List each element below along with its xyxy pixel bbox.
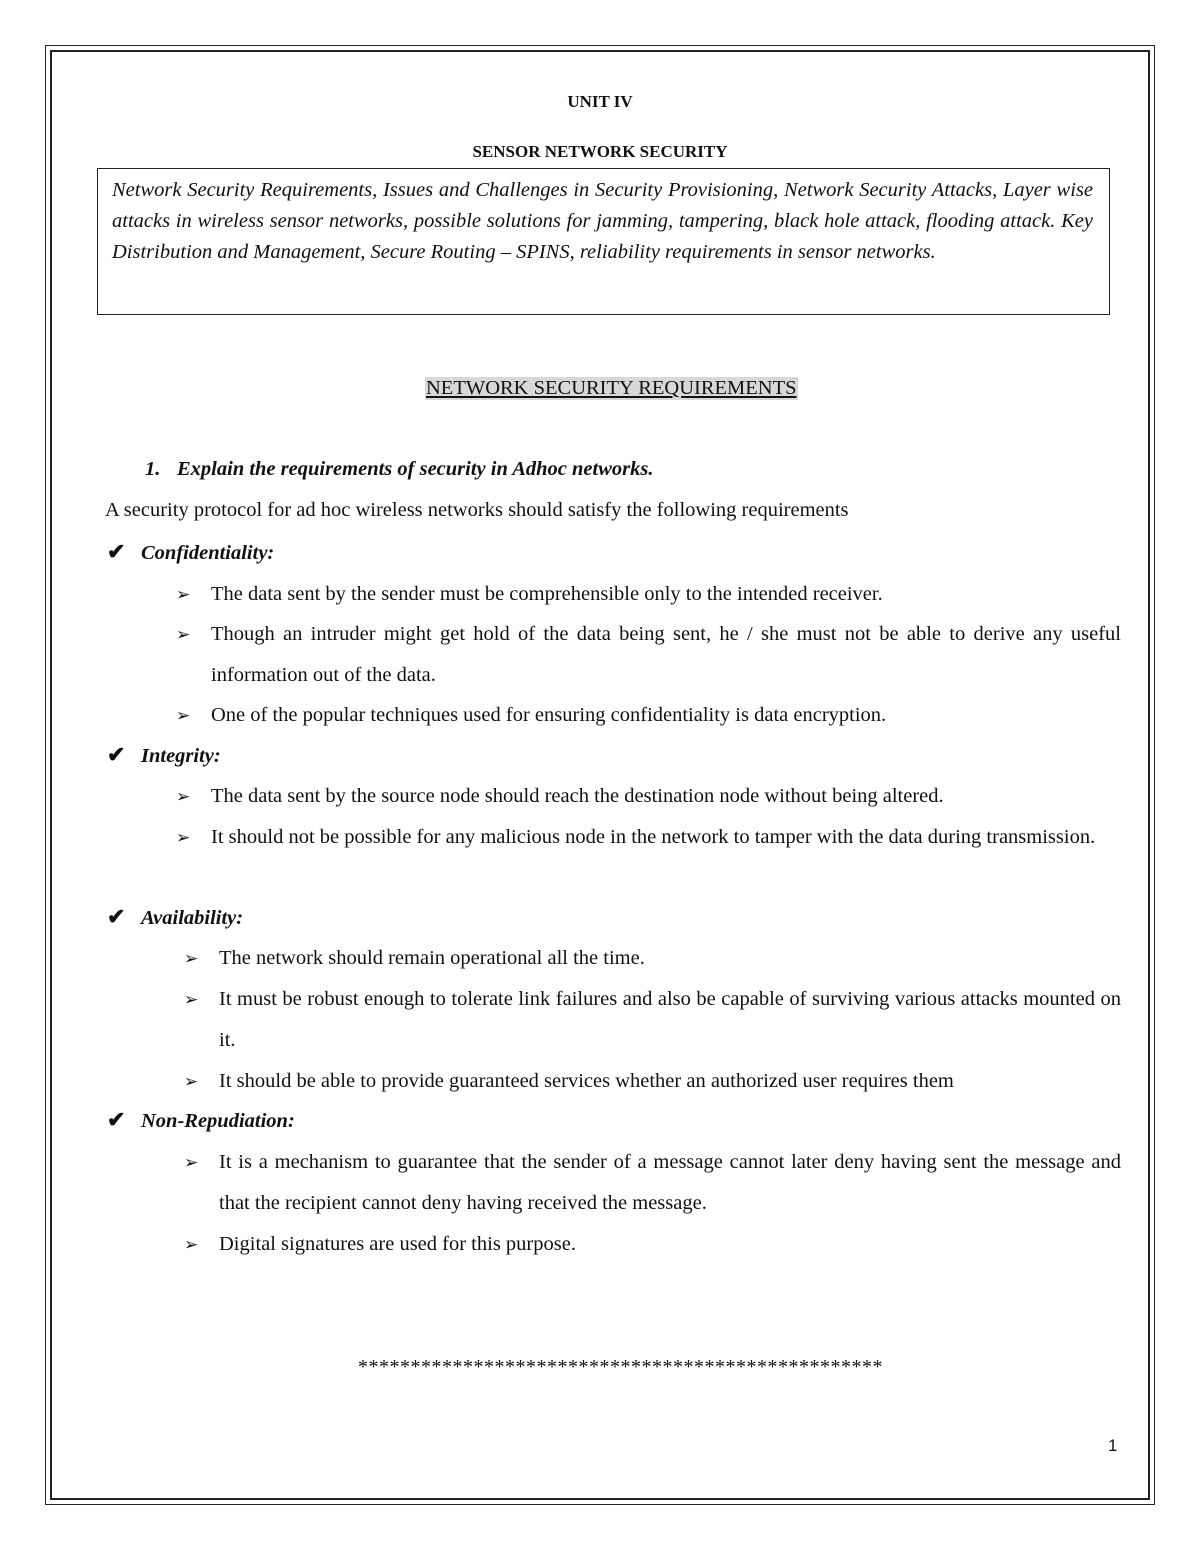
question-text: Explain the requirements of security in Adhoc networks. — [177, 458, 654, 480]
syllabus-box: Network Security Requirements, Issues and Challenges in Security Provisioning, Network Security Attacks, Layer wise attacks in wireless sensor networks, possible solutions for jamming, tampering, black hole attack, flooding attack. Key Distribution and Management, Secure Routing – SPINS, reliability requirements in sensor networks. — [97, 168, 1110, 315]
arrow-bullet-icon: ➢ — [184, 990, 199, 1009]
bullet-text: It should not be possible for any malicious node in the network to tamper with the data during transmission. — [211, 826, 1096, 848]
arrow-bullet-icon: ➢ — [184, 1072, 199, 1091]
requirement-non-repudiation — [107, 1107, 295, 1133]
bullet-item — [176, 695, 1121, 736]
requirement-integrity — [107, 742, 221, 768]
bullet-item — [184, 979, 1121, 1061]
bullet-item — [176, 776, 1121, 817]
requirement-availability — [107, 904, 243, 930]
requirement-title: Non-Repudiation: — [141, 1110, 295, 1132]
question-number: 1. — [145, 458, 161, 480]
requirement-title: Confidentiality: — [141, 542, 275, 564]
page-number: 1 — [1108, 1436, 1118, 1455]
subject-heading: SENSOR NETWORK SECURITY — [472, 142, 728, 161]
arrow-bullet-icon: ➢ — [176, 828, 191, 847]
separator-stars: ************************************************** — [358, 1356, 883, 1378]
bullet-item — [184, 1061, 1121, 1102]
intro-text: A security protocol for ad hoc wireless networks should satisfy the following requirements — [105, 499, 849, 521]
bullet-text: It is a mechanism to guarantee that the sender of a message cannot later deny having sent the message and that the recipient cannot deny having received the message. — [219, 1151, 1121, 1214]
requirement-title: Availability: — [141, 907, 244, 929]
bullet-text: The network should remain operational all the time. — [219, 947, 645, 969]
arrow-bullet-icon: ➢ — [176, 706, 191, 725]
arrow-bullet-icon: ➢ — [184, 1235, 199, 1254]
check-icon: ✔ — [107, 1107, 126, 1132]
bullet-item — [184, 1224, 1121, 1265]
bullet-text: Digital signatures are used for this purpose. — [219, 1233, 576, 1255]
section-title: NETWORK SECURITY REQUIREMENTS — [426, 377, 797, 399]
requirement-title: Integrity: — [141, 745, 221, 767]
bullet-text: Though an intruder might get hold of the data being sent, he / she must not be able to derive any useful information out of the data. — [211, 623, 1121, 686]
bullet-text: The data sent by the source node should reach the destination node without being altered. — [211, 785, 944, 807]
check-icon: ✔ — [107, 742, 126, 767]
unit-heading: UNIT IV — [567, 92, 633, 111]
bullet-item — [184, 1142, 1121, 1224]
arrow-bullet-icon: ➢ — [184, 1153, 199, 1172]
check-icon: ✔ — [107, 904, 126, 929]
bullet-text: One of the popular techniques used for ensuring confidentiality is data encryption. — [211, 704, 887, 726]
bullet-item — [176, 817, 1121, 858]
arrow-bullet-icon: ➢ — [176, 585, 191, 604]
arrow-bullet-icon: ➢ — [176, 787, 191, 806]
bullet-text: The data sent by the sender must be comprehensible only to the intended receiver. — [211, 583, 883, 605]
bullet-item — [184, 938, 1121, 979]
question — [145, 458, 654, 481]
arrow-bullet-icon: ➢ — [184, 949, 199, 968]
bullet-item — [176, 614, 1121, 696]
requirement-confidentiality — [107, 539, 274, 565]
check-icon: ✔ — [107, 539, 126, 564]
bullet-text: It should be able to provide guaranteed services whether an authorized user requires them — [219, 1070, 954, 1092]
bullet-item — [176, 574, 1121, 615]
bullet-text: It must be robust enough to tolerate link failures and also be capable of surviving various attacks mounted on it. — [219, 988, 1121, 1051]
arrow-bullet-icon: ➢ — [176, 625, 191, 644]
